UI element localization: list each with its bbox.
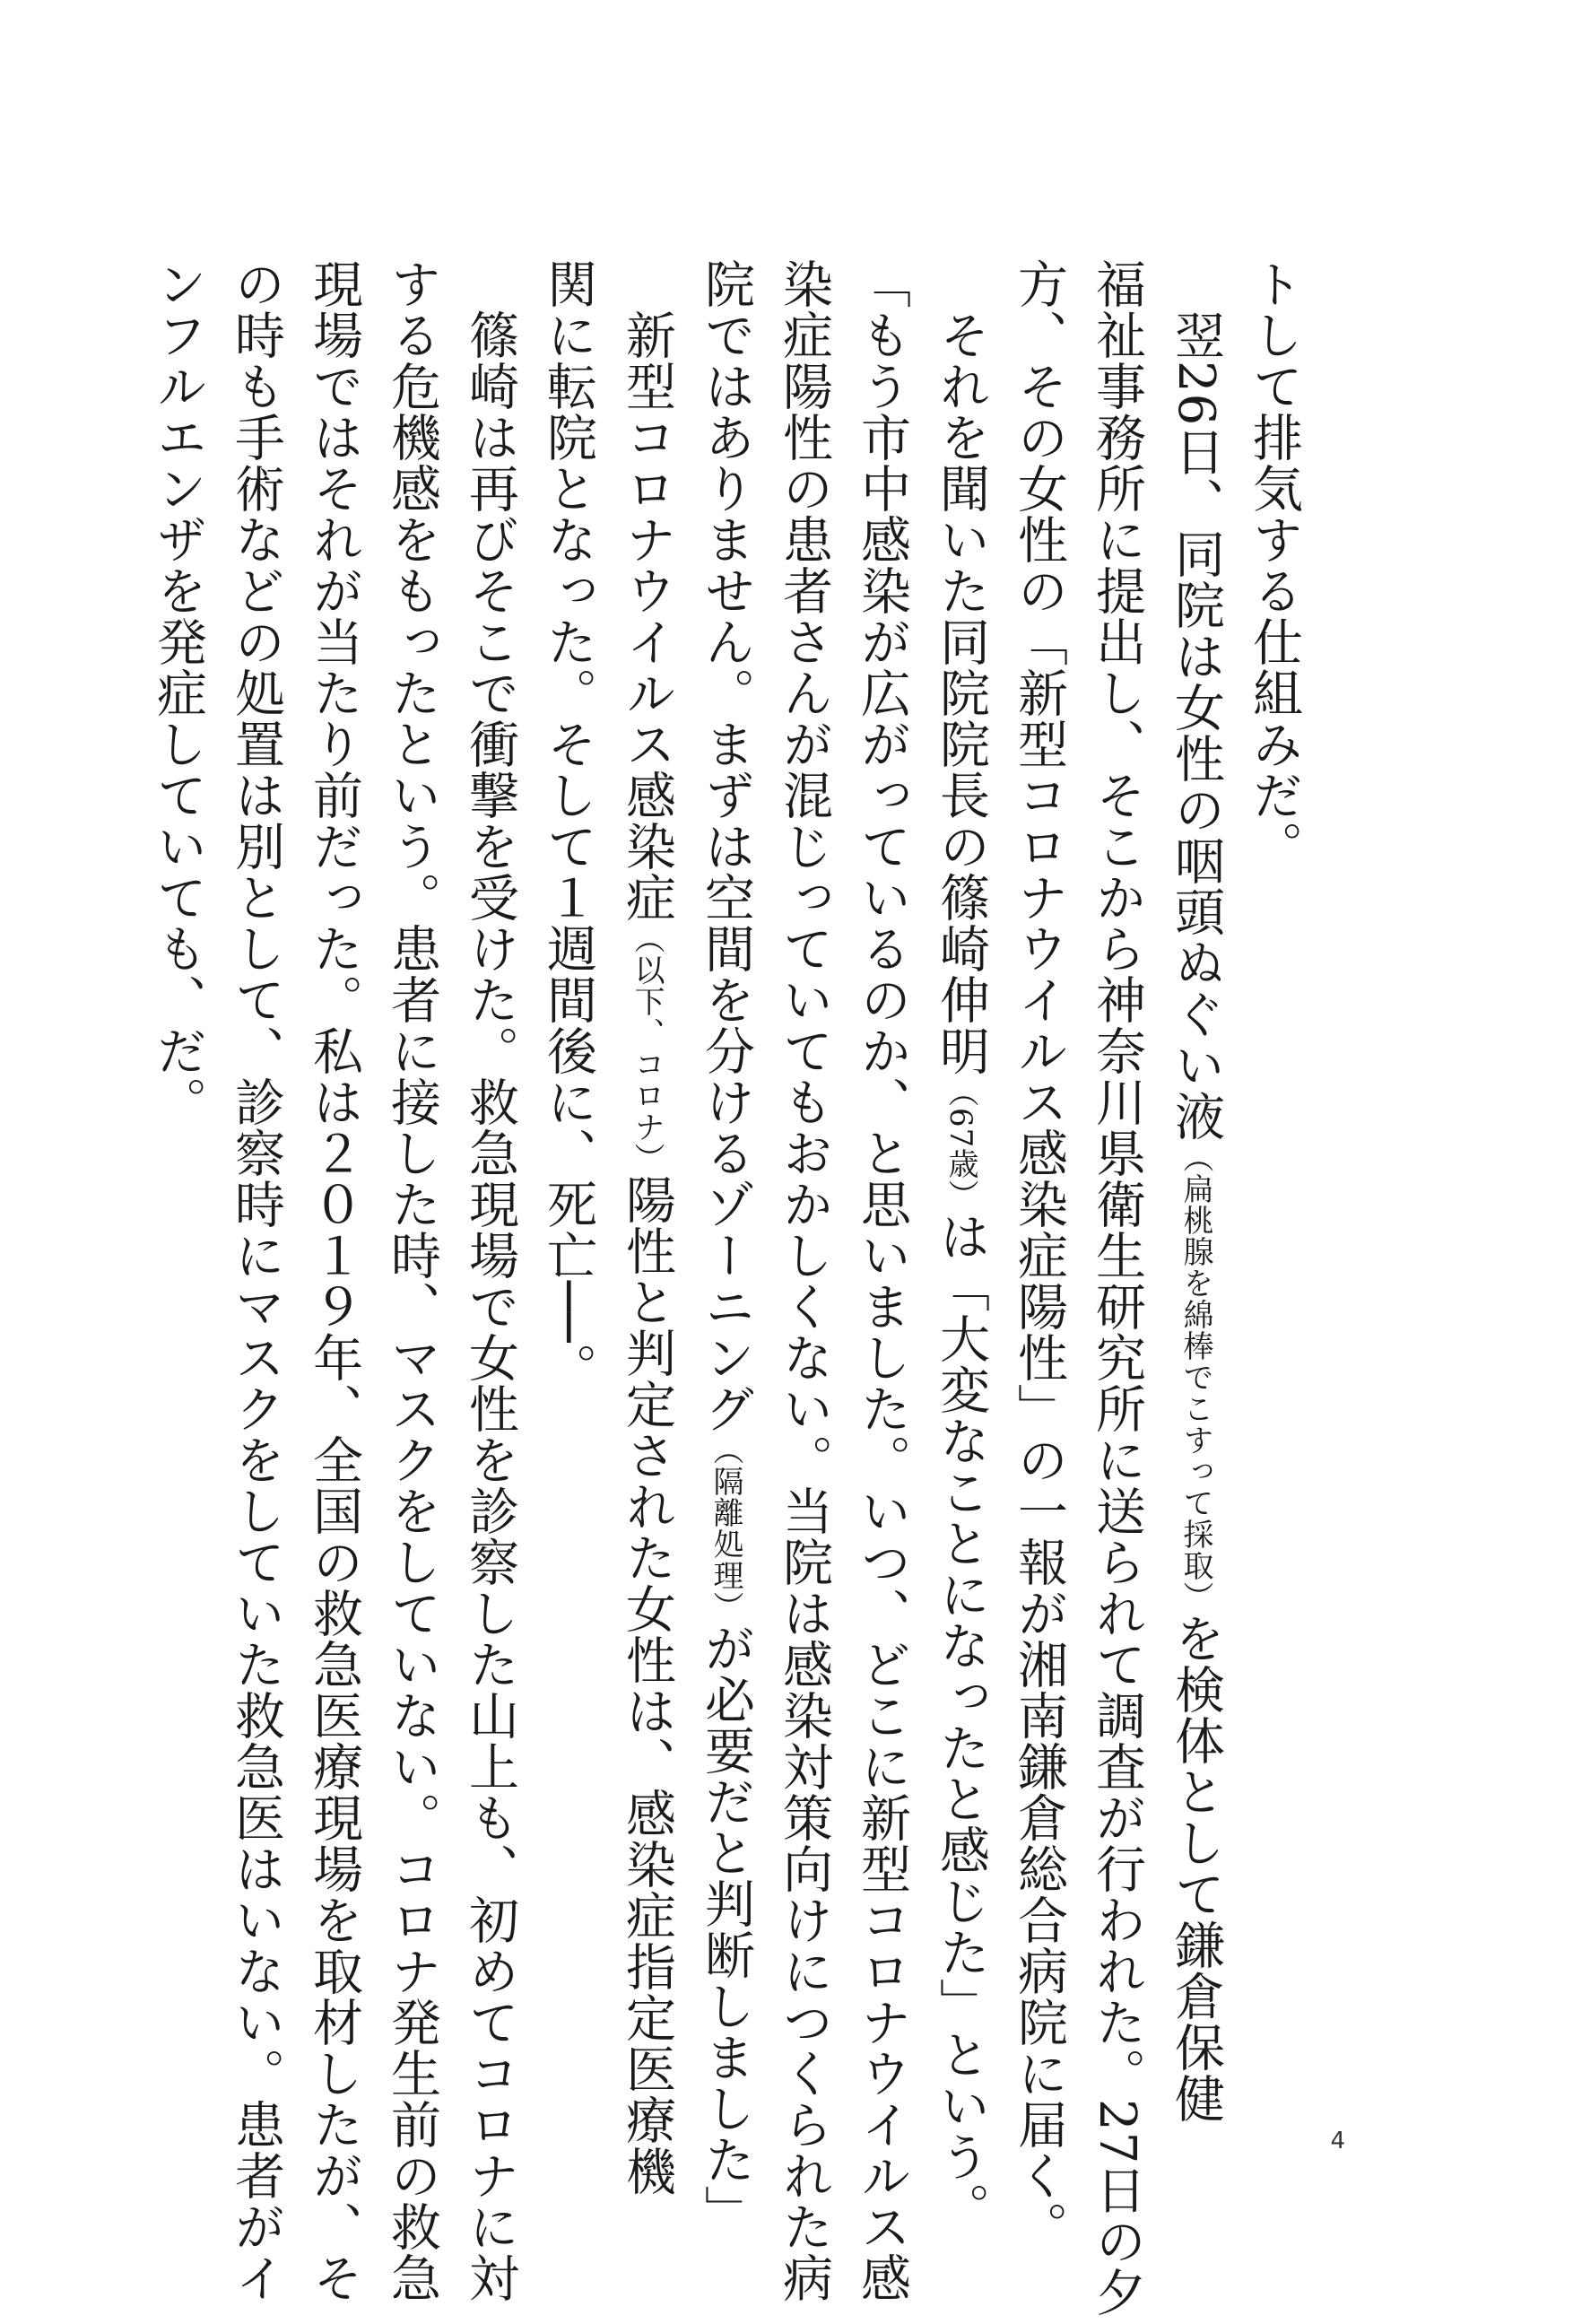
text-line [921,258,1000,2234]
text-segment: 院ではありません。まずは空間を分けるゾーニング [697,258,755,1434]
annotation-text: （扁桃腺を綿棒でこすって採取） [1178,1142,1213,1614]
text-line: トして排気する仕組みだ。 [1245,258,1303,872]
text-line: する危機感をもったという。患者に接した時、マスクをしていない。コロナ発生前の救急 [383,258,441,2303]
text-segment: 新型コロナウイルス感染症 [618,258,676,923]
text-line: 関に転院となった。そして１週間後に、死亡──。 [539,258,597,1395]
text-line: 篠崎は再びそこで衝撃を受けた。救急現場で女性を診察した山上も、初めてコロナに対 [461,258,519,2303]
text-line: 「もう市中感染が広がっているのか、と思いました。いつ、どこに新型コロナウイルス感 [853,258,911,2303]
text-line [1156,258,1235,2125]
text-segment: 翌26日、同院は女性の咽頭ぬぐい液 [1167,258,1225,1143]
text-segment: それを聞いた同院院長の篠崎伸明 [932,258,990,1076]
text-segment: 陽性と判定された女性は、感染症指定医療機 [618,1174,676,2197]
text-segment: を検体として鎌倉保健 [1167,1613,1225,2125]
text-line [607,258,686,2197]
text-line [686,258,765,2236]
text-line: 方、その女性の「新型コロナウイルス感染症陽性」の一報が湘南鎌倉総合病院に届く。 [1010,258,1068,2252]
annotation-text: （67歳） [943,1076,978,1212]
text-line: ンフルエンザを発症していても、だ。 [149,258,207,1127]
annotation-text: （隔離処理） [708,1434,743,1623]
text-line: 福祉事務所に提出し、そこから神奈川県衛生研究所に送られて調査が行われた。27日の夕 [1088,258,1146,2319]
text-segment: が必要だと判断しました」 [697,1623,755,2236]
text-line: 染症陽性の患者さんが混じっていてもおかしくない。当院は感染対策向けにつくられた病 [775,258,833,2303]
text-segment: は「大変なことになったと感じた」という。 [932,1211,990,2234]
annotation-text: （以下、コロナ） [629,923,665,1174]
text-line: 現場ではそれが当たり前だった。私は２０１９年、全国の救急医療現場を取材したが、そ [305,258,363,2303]
body-text [149,258,1313,2319]
text-line: の時も手術などの処置は別として、診察時にマスクをしていた救急医はいない。患者がイ [227,258,285,2303]
page-number: 4 [1330,2128,1345,2154]
